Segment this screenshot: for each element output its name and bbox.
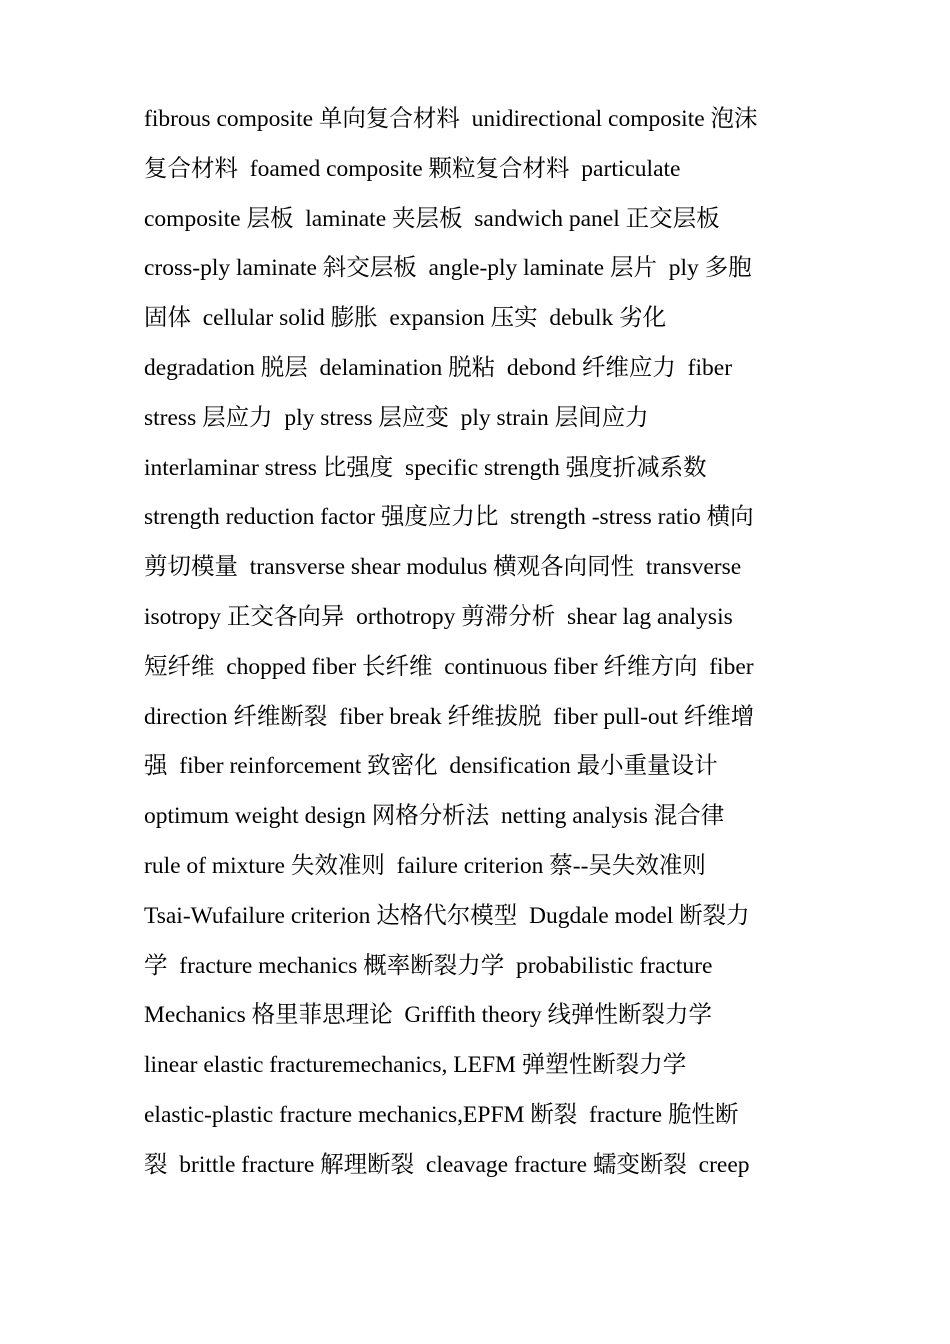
text-line: direction 纤维断裂 fiber break 纤维拔脱 fiber pull-out 纤维增	[144, 703, 755, 730]
text-line: strength reduction factor 强度应力比 strength -stress ratio 横向	[144, 504, 754, 531]
text-line: rule of mixture 失效准则 failure criterion 蔡--吴失效准则	[144, 852, 706, 879]
text-line: 学 fracture mechanics 概率断裂力学 probabilistic fracture	[144, 952, 713, 979]
text-line: elastic-plastic fracture mechanics,EPFM 断裂 fracture 脆性断	[144, 1101, 739, 1128]
text-line: composite 层板 laminate 夹层板 sandwich panel 正交层板	[144, 205, 720, 232]
text-line: 固体 cellular solid 膨胀 expansion 压实 debulk 劣化	[144, 305, 667, 332]
text-line: degradation 脱层 delamination 脱粘 debond 纤维应力 fiber	[144, 354, 733, 381]
text-line: Tsai-Wufailure criterion 达格代尔模型 Dugdale model 断裂力	[144, 902, 750, 929]
text-line: 复合材料 foamed composite 颗粒复合材料 particulate	[144, 155, 681, 182]
text-line: 裂 brittle fracture 解理断裂 cleavage fracture 蠕变断裂 creep	[144, 1151, 750, 1178]
text-line: isotropy 正交各向异 orthotropy 剪滞分析 shear lag analysis	[144, 603, 733, 630]
text-line: cross-ply laminate 斜交层板 angle-ply laminate 层片 ply 多胞	[144, 255, 752, 282]
text-line: 剪切模量 transverse shear modulus 横观各向同性 transverse	[144, 554, 742, 581]
glossary-text-block	[144, 95, 816, 1191]
text-line: stress 层应力 ply stress 层应变 ply strain 层间应力	[144, 404, 649, 431]
text-line: 短纤维 chopped fiber 长纤维 continuous fiber 纤维方向 fiber	[144, 653, 754, 680]
text-line: Mechanics 格里菲思理论 Griffith theory 线弹性断裂力学	[144, 1002, 713, 1029]
text-line: interlaminar stress 比强度 specific strength 强度折减系数	[144, 454, 707, 481]
text-line: optimum weight design 网格分析法 netting analysis 混合律	[144, 803, 725, 830]
text-line: linear elastic fracturemechanics, LEFM 弹塑性断裂力学	[144, 1052, 687, 1079]
text-line: 强 fiber reinforcement 致密化 densification 最小重量设计	[144, 753, 718, 780]
text-line: fibrous composite 单向复合材料 unidirectional composite 泡沫	[144, 106, 758, 132]
